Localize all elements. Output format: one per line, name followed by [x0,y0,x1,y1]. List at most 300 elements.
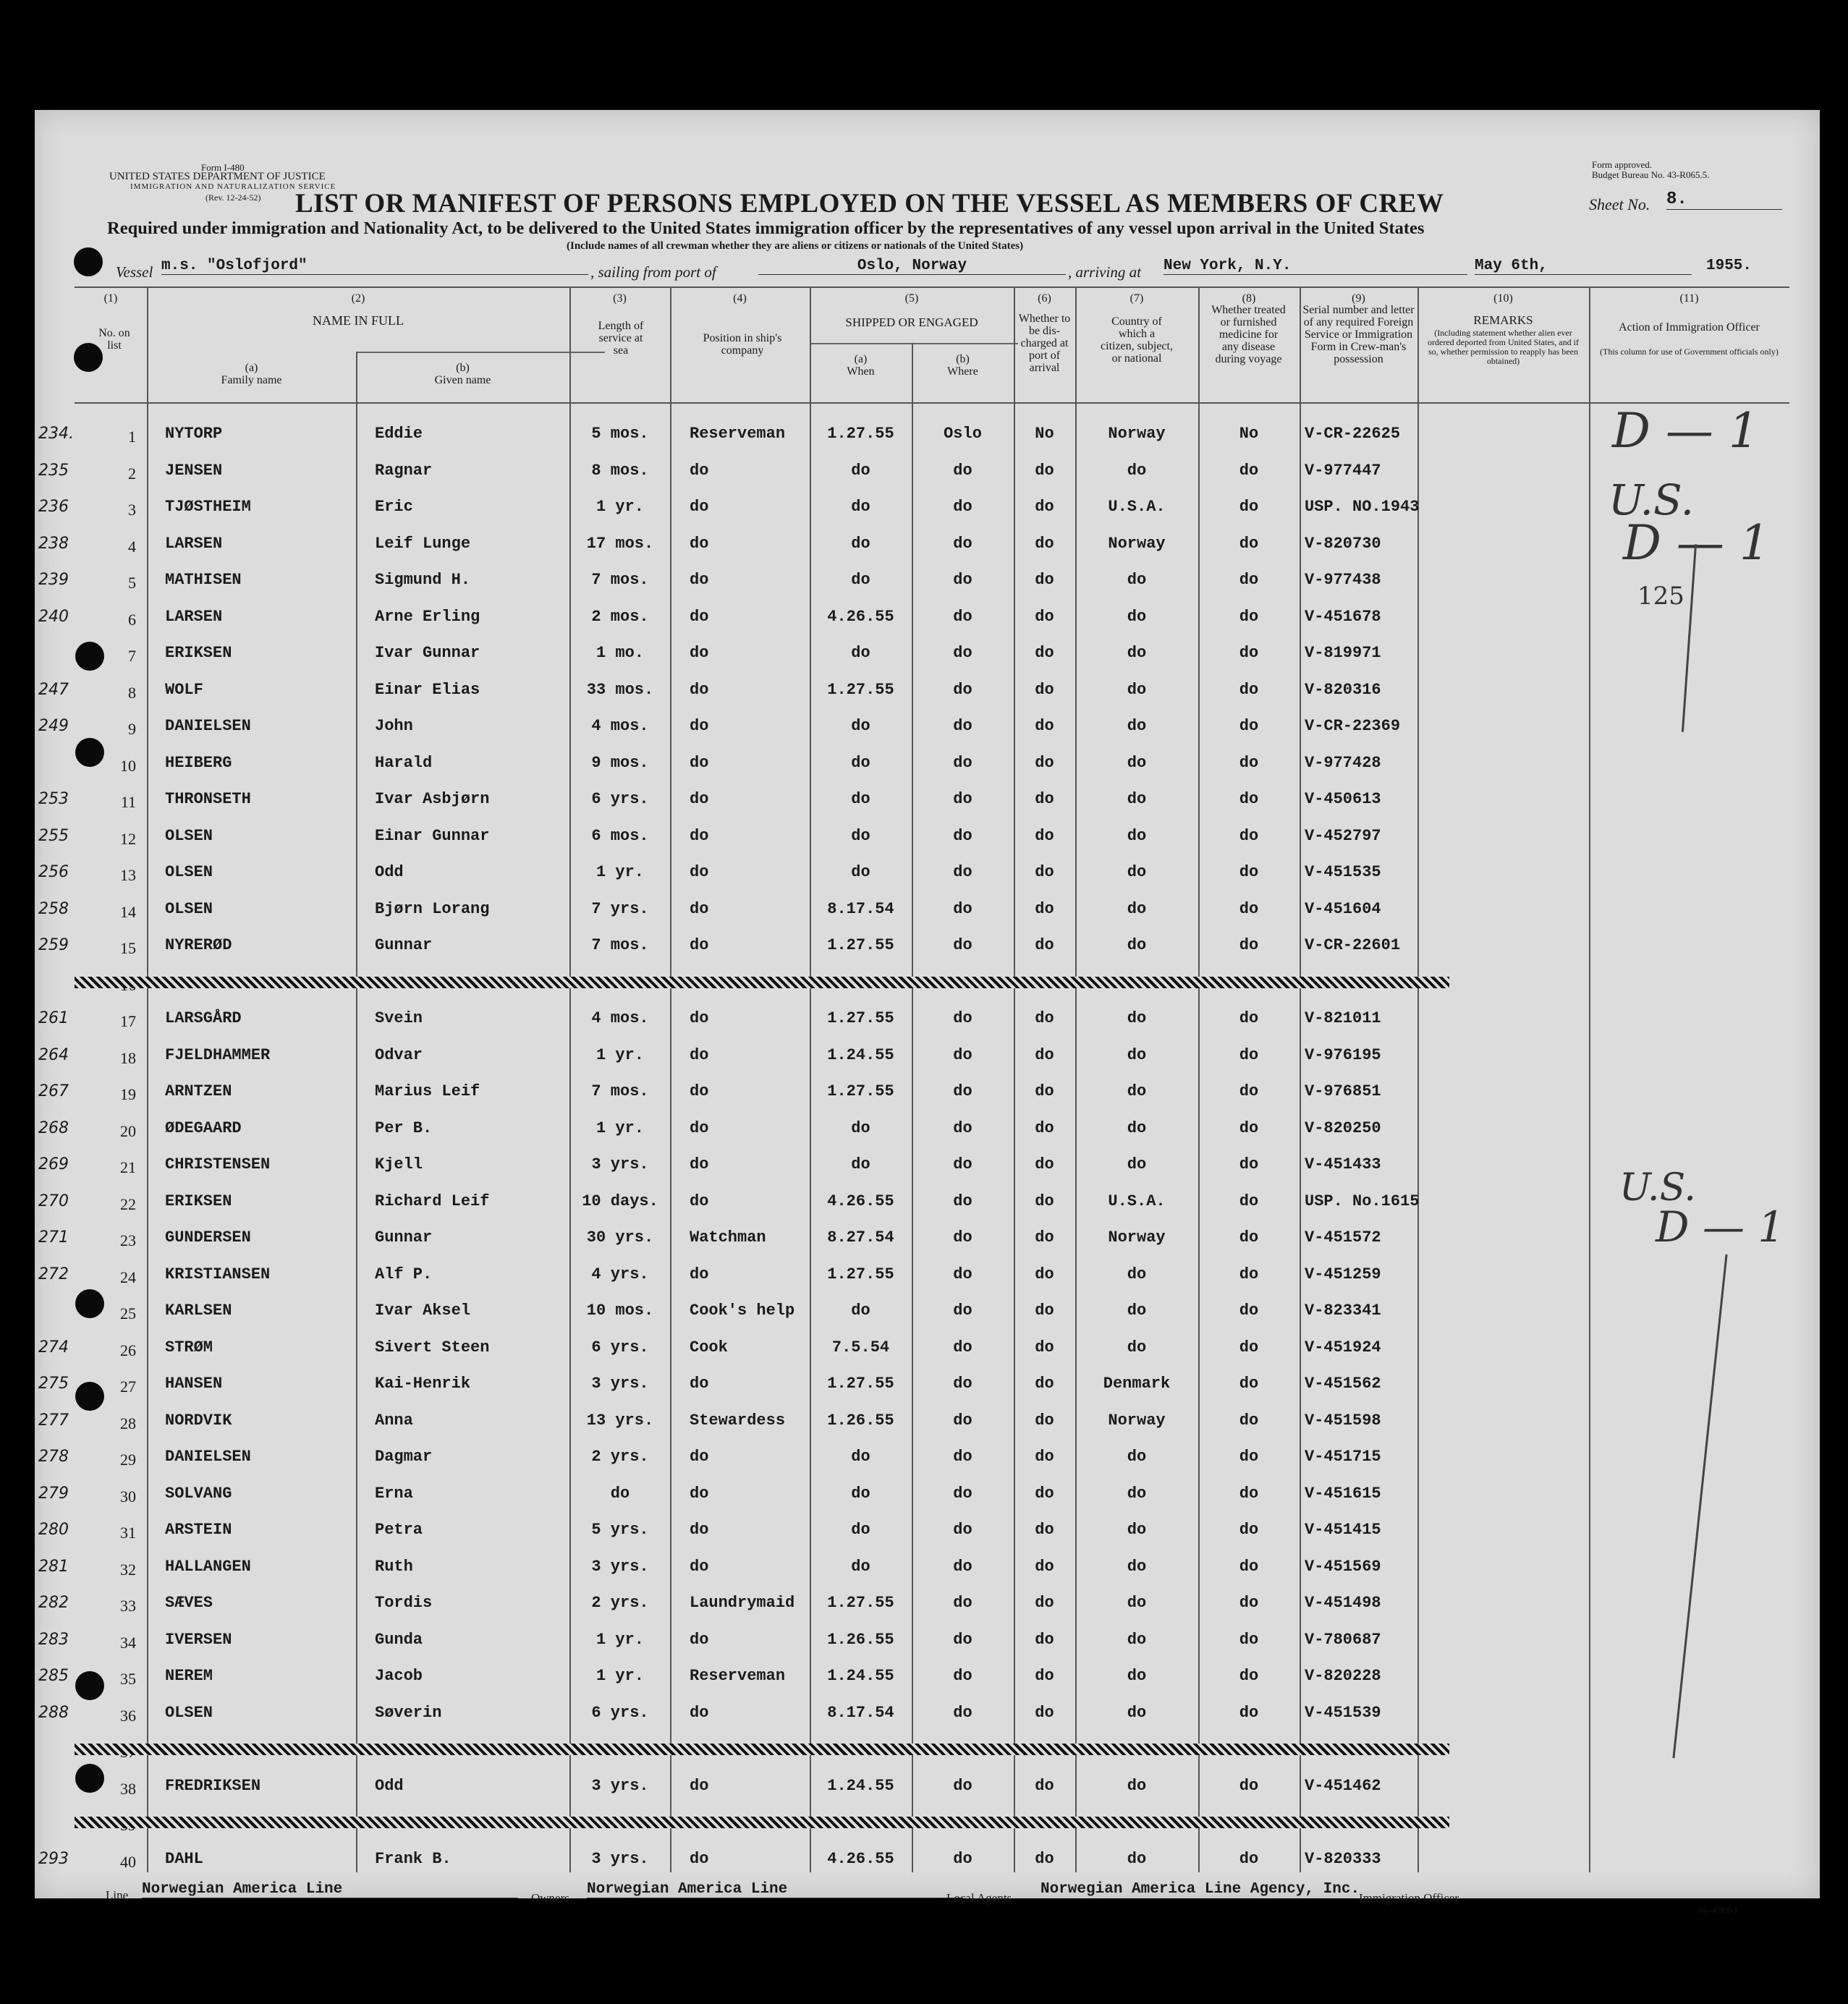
cell-country: do [1127,1265,1147,1283]
cell-given: Arne Erling [375,607,480,626]
cell-where: do [953,863,972,881]
cell-when: do [851,1155,870,1173]
cell-family: HEIBERG [165,753,232,772]
cell-where: Oslo [944,425,982,443]
cell-family: NEREM [165,1667,213,1685]
cell-disch: do [1035,607,1054,626]
footer-agents: Norwegian America Line Agency, Inc. [1040,1881,1360,1898]
cell-no: 34 [120,1633,136,1652]
cell-med: do [1239,936,1259,954]
cell-country: do [1127,680,1147,699]
cell-when: do [851,1118,870,1137]
cell-serial: V-451924 [1305,1338,1381,1356]
cell-no: 32 [120,1560,136,1579]
table-row [35,1593,1820,1629]
cell-given: Alf P. [375,1265,433,1283]
col-9-header: Serial number and letter of any required Foreign Service or Immigration Form in Crew-man's possession [1302,304,1415,365]
cell-med: do [1239,1228,1259,1247]
cell-no: 1 [128,428,136,446]
cell-med: do [1239,534,1259,553]
cell-family: FJELDHAMMER [165,1045,271,1064]
cell-family: ERIKSEN [165,1192,232,1210]
cell-med: do [1239,753,1259,772]
cell-where: do [953,1484,972,1503]
annotation-number: 125 [1637,582,1684,611]
cell-serial: V-451562 [1305,1375,1381,1393]
cell-serial: V-451259 [1305,1265,1381,1283]
struck-row-overprint [75,1817,1449,1828]
cell-when: do [851,461,870,480]
cell-where: do [953,1045,972,1064]
table-row [35,1082,1820,1118]
cell-given: Ragnar [375,461,433,480]
cell-med: do [1239,1338,1259,1356]
cell-no: 40 [120,1852,136,1871]
cell-service: 4 mos. [591,717,649,735]
cell-service: 5 mos. [591,425,649,443]
arrival-date: May 6th, [1475,258,1692,275]
cell-service: 7 mos. [591,1082,649,1100]
cell-no: 25 [120,1304,136,1322]
cell-where: do [953,644,972,662]
annotation-d3: D — 1 [1656,1202,1785,1252]
cell-no: 28 [120,1414,136,1432]
cell-med: do [1239,1375,1259,1393]
cell-given: Kai-Henrik [375,1375,471,1393]
table-row [35,716,1820,752]
cell-disch: do [1035,644,1054,662]
cell-hand: 279 [38,1484,69,1503]
cell-disch: do [1035,1557,1054,1576]
footer-owners-label: Owners [531,1891,569,1905]
cell-family: DAHL [165,1849,203,1868]
cell-serial: V-451715 [1305,1448,1381,1466]
cell-no: 35 [120,1670,136,1688]
cell-position: do [690,1045,709,1064]
cell-given: Ivar Gunnar [375,644,480,662]
cell-when: 1.27.55 [827,1265,894,1283]
cell-hand: 236 [38,498,69,516]
table-row [35,826,1820,862]
cell-position: Reserveman [690,425,786,443]
cell-where: do [953,1228,972,1247]
cell-country: do [1127,1594,1147,1612]
col-11-number: (11) [1679,292,1699,305]
cell-when: 8.17.54 [827,899,894,918]
cell-no: 24 [120,1268,136,1286]
cell-family: ARSTEIN [165,1521,232,1539]
manifest-sheet [35,110,1820,1915]
cell-country: U.S.A. [1108,498,1166,516]
cell-where: do [953,1118,972,1137]
cell-med: do [1239,1630,1259,1649]
col-2b-header: (b) Given name [434,362,491,386]
cell-med: do [1239,1484,1259,1503]
table-row [35,534,1820,570]
cell-family: CHRISTENSEN [165,1155,271,1173]
cell-when: 1.24.55 [827,1045,894,1064]
cell-when: do [851,1448,870,1466]
cell-when: 1.27.55 [827,680,894,699]
cell-service: 4 yrs. [591,1265,649,1283]
cell-service: 7 mos. [591,571,649,589]
cell-serial: V-820316 [1305,680,1381,699]
cell-where: do [953,1009,972,1027]
cell-service: 1 mo. [595,644,644,662]
col-2-number: (2) [351,292,365,305]
cell-given: Tordis [375,1594,433,1612]
cell-hand: 282 [38,1594,69,1612]
cell-where: do [953,1630,972,1649]
cell-med: do [1239,1302,1259,1320]
cell-position: do [690,498,709,516]
cell-where: do [953,1265,972,1283]
cell-disch: do [1035,1375,1054,1393]
form-revision: (Rev. 12-24-52) [205,192,261,203]
cell-serial: V-820250 [1305,1118,1381,1137]
cell-where: do [953,1192,972,1210]
cell-disch: do [1035,790,1054,808]
cell-no: 12 [120,829,136,848]
cell-where: do [953,1338,972,1356]
cell-disch: do [1035,1667,1054,1685]
cell-country: do [1127,1009,1147,1027]
footer-owners: Norwegian America Line [587,1881,963,1898]
cell-given: Leif Lunge [375,534,471,553]
cell-where: do [953,1594,972,1612]
cell-hand: 235 [38,461,69,480]
cell-family: DANIELSEN [165,1448,251,1466]
cell-hand: 259 [38,936,69,954]
cell-service: 7 mos. [591,936,649,954]
cell-family: OLSEN [165,826,213,845]
cell-med: do [1239,680,1259,699]
cell-position: do [690,1155,709,1173]
cell-country: do [1127,936,1147,954]
sheet-label: Sheet No. [1589,195,1650,213]
cell-med: do [1239,498,1259,516]
cell-position: do [690,1630,709,1649]
cell-position: do [690,1484,709,1503]
cell-serial: V-976851 [1305,1082,1381,1100]
cell-hand: 239 [38,571,69,589]
table-row [35,497,1820,533]
cell-hand: 280 [38,1521,69,1539]
cell-hand: 274 [38,1338,69,1356]
cell-no: 10 [120,756,136,775]
cell-serial: V-451569 [1305,1557,1381,1576]
cell-hand: 238 [38,534,69,553]
cell-country: Norway [1108,534,1166,553]
cell-hand: 281 [38,1557,69,1576]
cell-hand: 271 [38,1228,69,1247]
agency-service: IMMIGRATION AND NATURALIZATION SERVICE [130,182,336,191]
cell-disch: do [1035,753,1054,772]
cell-family: HALLANGEN [165,1557,251,1576]
cell-where: do [953,607,972,626]
cell-disch: do [1035,1045,1054,1064]
cell-position: Laundrymaid [690,1594,795,1612]
cell-when: 4.26.55 [827,1849,894,1868]
table-row [35,1739,1820,1775]
cell-disch: do [1035,1155,1054,1173]
cell-disch: do [1035,1703,1054,1722]
cell-disch: do [1035,1082,1054,1100]
cell-med: do [1239,1849,1259,1868]
cell-family: ARNTZEN [165,1082,232,1100]
cell-service: 6 mos. [591,826,649,845]
col-6-number: (6) [1038,292,1051,305]
cell-service: 6 yrs. [591,1338,649,1356]
cell-where: do [953,1375,972,1393]
cell-country: Norway [1108,425,1166,443]
cell-service: 7 yrs. [591,899,649,918]
cell-given: Bjørn Lorang [375,899,490,918]
document-title: LIST OR MANIFEST OF PERSONS EMPLOYED ON THE VESSEL AS MEMBERS OF CREW [295,189,1444,218]
cell-when: do [851,498,870,516]
cell-no: 17 [120,1012,136,1030]
cell-no: 18 [120,1048,136,1067]
cell-given: Einar Elias [375,680,480,699]
table-row [35,1703,1820,1739]
cell-given: John [375,717,413,735]
col-6-header: Whether to be dis-charged at port of arrival [1018,313,1071,374]
cell-family: LARSGÅRD [165,1009,242,1027]
cell-service: do [610,1484,630,1503]
cell-no: 26 [120,1341,136,1359]
cell-family: JENSEN [165,461,223,480]
cell-no: 14 [120,902,136,921]
col-1-header: No. on list [98,327,130,352]
col-7-header: Country of which a citizen, subject, or national [1101,315,1173,365]
cell-when: 1.27.55 [827,1009,894,1027]
form-approved: Form approved. [1592,159,1653,170]
cell-family: THRONSETH [165,790,251,808]
cell-family: OLSEN [165,1703,213,1722]
cell-position: Watchman [690,1228,766,1247]
cell-given: Jacob [375,1667,423,1685]
cell-disch: do [1035,1411,1054,1430]
cell-country: do [1127,1484,1147,1503]
table-row [35,1118,1820,1155]
cell-position: do [690,1849,709,1868]
col-8-header: Whether treated or furnished medicine for any disease during voyage [1211,304,1286,365]
cell-serial: V-451498 [1305,1594,1381,1612]
cell-country: do [1127,607,1147,626]
cell-disch: do [1035,863,1054,881]
cell-serial: V-821011 [1305,1009,1381,1027]
arrival-year: 1955. [1706,258,1752,274]
cell-given: Ruth [375,1557,413,1576]
cell-position: do [690,899,709,918]
cell-where: do [953,680,972,699]
cell-given: Harald [375,753,433,772]
cell-med: do [1239,790,1259,808]
table-row [35,461,1820,497]
cell-when: do [851,1484,870,1503]
cell-serial: V-823341 [1305,1302,1381,1320]
cell-no: 3 [128,501,136,519]
cell-no: 4 [128,537,136,556]
cell-when: 1.27.55 [827,1082,894,1100]
cell-service: 1 yr. [595,1667,644,1685]
cell-when: do [851,790,870,808]
cell-when: 8.17.54 [827,1703,894,1722]
cell-med: do [1239,1521,1259,1539]
annotation-d1: D — 1 [1612,403,1759,459]
cell-no: 2 [128,464,136,483]
cell-country: do [1127,1448,1147,1466]
cell-country: do [1127,1776,1147,1795]
arriving-label: , arriving at [1068,263,1141,281]
cell-no: 8 [128,683,136,702]
departure-port: Oslo, Norway [758,258,1066,275]
cell-disch: do [1035,936,1054,954]
document-subtitle: Required under immigration and Nationality Act, to be delivered to the United States immigration officer by the representatives of any vessel upon arrival in the United States [107,218,1425,238]
cell-disch: do [1035,1192,1054,1210]
col-10-subheader: (Including statement whether alien ever ordered deported from United States, and if so, whether permission to reapply has been obtained) [1428,328,1579,366]
cell-serial: V-977438 [1305,571,1381,589]
arrival-port: New York, N.Y. [1164,258,1467,275]
cell-family: FREDRIKSEN [165,1776,261,1795]
table-row [35,424,1820,460]
col-8-number: (8) [1242,292,1256,305]
cell-hand: 272 [38,1265,69,1283]
cell-position: do [690,607,709,626]
cell-disch: do [1035,461,1054,480]
cell-given: Petra [375,1521,423,1539]
cell-given: Sivert Steen [375,1338,490,1356]
cell-no: 36 [120,1706,136,1725]
table-row [35,1265,1820,1301]
cell-when: do [851,1557,870,1576]
cell-no: 11 [120,793,136,811]
cell-when: 1.24.55 [827,1667,894,1685]
annotation-us2: U.S. [1619,1166,1696,1210]
cell-disch: do [1035,717,1054,735]
cell-position: do [690,1703,709,1722]
cell-country: do [1127,826,1147,845]
cell-country: U.S.A. [1108,1192,1166,1210]
cell-position: do [690,680,709,699]
cell-where: do [953,1849,972,1868]
cell-service: 8 mos. [591,461,649,480]
cell-given: Odd [375,1776,404,1795]
table-row [35,607,1820,643]
cell-when: do [851,826,870,845]
cell-position: do [690,1082,709,1100]
cell-given: Eric [375,498,413,516]
cell-where: do [953,534,972,553]
cell-position: Cook's help [690,1302,795,1320]
cell-where: do [953,1521,972,1539]
col-5b-header: (b) Where [947,353,978,378]
cell-serial: V-451615 [1305,1484,1381,1503]
cell-family: ERIKSEN [165,644,232,662]
cell-serial: V-977428 [1305,753,1381,772]
cell-when: do [851,1521,870,1539]
cell-position: do [690,826,709,845]
cell-hand: 269 [38,1155,69,1173]
cell-med: No [1239,425,1259,443]
cell-service: 10 mos. [586,1302,654,1320]
cell-med: do [1239,1557,1259,1576]
cell-service: 2 mos. [591,607,649,626]
cell-position: do [690,1192,709,1210]
cell-given: Svein [375,1009,423,1027]
table-row [35,1338,1820,1374]
cell-given: Anna [375,1411,413,1430]
cell-family: DANIELSEN [165,717,251,735]
cell-when: do [851,717,870,735]
cell-disch: do [1035,1630,1054,1649]
cell-given: Einar Gunnar [375,826,490,845]
cell-where: do [953,1448,972,1466]
cell-med: do [1239,717,1259,735]
table-row [35,862,1820,899]
cell-hand: 277 [38,1411,69,1430]
cell-no: 9 [128,720,136,738]
agency-name: UNITED STATES DEPARTMENT OF JUSTICE [109,171,326,182]
cell-no: 22 [120,1194,136,1213]
cell-service: 3 yrs. [591,1849,649,1868]
cell-service: 1 yr. [595,863,644,881]
cell-service: 2 yrs. [591,1448,649,1466]
cell-med: do [1239,1265,1259,1283]
cell-family: TJØSTHEIM [165,498,251,516]
cell-family: IVERSEN [165,1630,232,1649]
table-row [35,1155,1820,1191]
cell-no: 23 [120,1231,136,1249]
cell-disch: No [1035,425,1054,443]
cell-country: do [1127,753,1147,772]
cell-service: 9 mos. [591,753,649,772]
cell-med: do [1239,607,1259,626]
cell-disch: do [1035,1776,1054,1795]
cell-position: do [690,644,709,662]
cell-given: Ivar Asbjørn [375,790,490,808]
cell-country: do [1127,1703,1147,1722]
cell-given: Eddie [375,425,423,443]
cell-where: do [953,571,972,589]
cell-serial: V-452797 [1305,826,1381,845]
col-10-header: REMARKS [1473,313,1533,327]
cell-when: do [851,571,870,589]
cell-given: Gunda [375,1630,423,1649]
table-row [35,972,1820,1009]
cell-country: do [1127,1338,1147,1356]
cell-where: do [953,461,972,480]
cell-when: 4.26.55 [827,1192,894,1210]
cell-family: ØDEGAARD [165,1118,242,1137]
cell-serial: V-CR-22369 [1305,717,1401,735]
cell-when: 4.26.55 [827,607,894,626]
col-5a-header: (a) When [847,353,875,378]
cell-no: 7 [128,647,136,665]
struck-row-overprint [75,977,1449,988]
cell-disch: do [1035,826,1054,845]
cell-hand: 234. [38,425,74,443]
cell-family: LARSEN [165,607,223,626]
cell-position: do [690,1448,709,1466]
cell-position: do [690,863,709,881]
col-11-header: Action of Immigration Officer [1619,321,1760,334]
cell-disch: do [1035,1265,1054,1283]
cell-country: do [1127,1155,1147,1173]
cell-when: 1.27.55 [827,1594,894,1612]
cell-hand: 253 [38,790,69,808]
cell-med: do [1239,1082,1259,1100]
